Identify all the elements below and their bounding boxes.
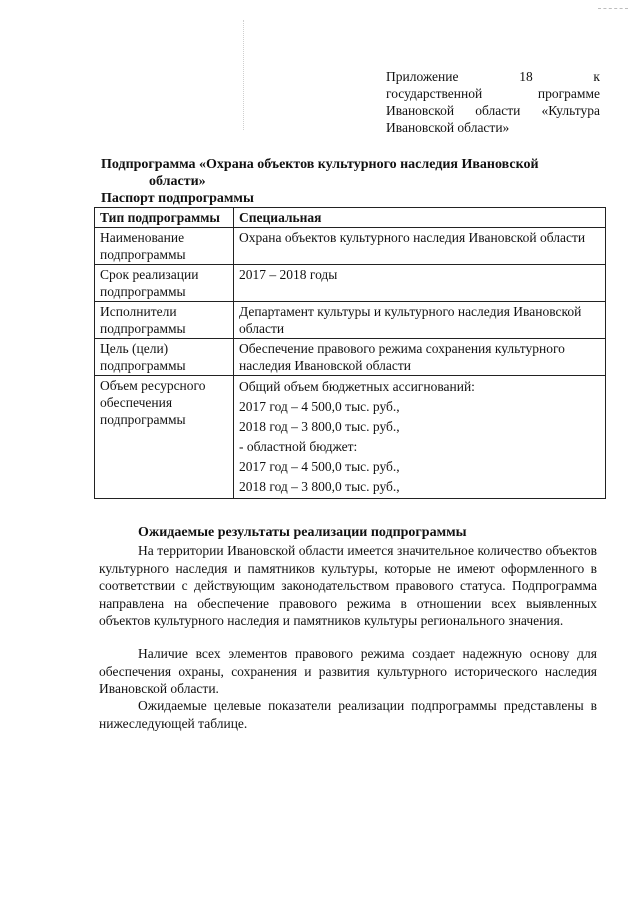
row-label: Цель (цели) подпрограммы (95, 339, 234, 376)
funding-line: 2017 год – 4 500,0 тыс. руб., (239, 399, 400, 414)
table-row (95, 208, 606, 228)
row-value (234, 376, 606, 499)
scan-artifact (598, 8, 628, 10)
paragraph: Наличие всех элементов правового режима создает надежную основу для обеспечения охраны, сохранения и развития культурного исторического наследия Ивановской области. (99, 646, 597, 696)
funding-line: - областной бюджет: (239, 439, 358, 454)
row-value: Департамент культуры и культурного наследия Ивановской области (234, 302, 606, 339)
table-row (95, 265, 606, 302)
row-label: Объем ресурсного обеспечения подпрограммы (95, 376, 234, 499)
appendix-line: Приложение 18 к (386, 69, 600, 84)
table-row (95, 228, 606, 265)
scan-artifact (243, 20, 247, 130)
paragraph: Ожидаемые целевые показатели реализации подпрограммы представлены в нижеследующей таблице. (99, 698, 597, 731)
row-value: Обеспечение правового режима сохранения культурного наследия Ивановской области (234, 339, 606, 376)
row-value: Специальная (234, 208, 606, 228)
row-value: 2017 – 2018 годы (234, 265, 606, 302)
table-row (95, 302, 606, 339)
table-row (95, 376, 606, 499)
funding-line: 2017 год – 4 500,0 тыс. руб., (239, 459, 400, 474)
funding-line: 2018 год – 3 800,0 тыс. руб., (239, 419, 400, 434)
title-line: Подпрограмма «Охрана объектов культурного наследия Ивановской (101, 157, 539, 172)
row-value: Охрана объектов культурного наследия Ивановской области (234, 228, 606, 265)
table-row (95, 339, 606, 376)
row-label: Наименование подпрограммы (95, 228, 234, 265)
row-label: Исполнители подпрограммы (95, 302, 234, 339)
appendix-line: Ивановской области «Культура (386, 103, 600, 118)
funding-line: 2018 год – 3 800,0 тыс. руб., (239, 479, 400, 494)
subprogram-title (101, 156, 601, 190)
appendix-note (386, 68, 600, 136)
passport-heading: Паспорт подпрограммы (101, 191, 254, 206)
paragraph: На территории Ивановской области имеется значительное количество объектов культурного наследия и памятников культуры, которые не имеют оформленного в соответствии с действующим законодательством правового статуса. Подпрограмма направлена на обеспечение правового режима в отношении всех выявленных объектов культурного наследия и памятников культуры регионального значения. (99, 543, 597, 628)
passport-table (94, 207, 606, 499)
funding-line: Общий объем бюджетных ассигнований: (239, 379, 475, 394)
row-label: Тип подпрограммы (95, 208, 234, 228)
appendix-line: Ивановской области» (386, 120, 510, 135)
title-line: области» (149, 174, 206, 189)
appendix-line: государственной программе (386, 86, 600, 101)
row-label: Срок реализации подпрограммы (95, 265, 234, 302)
results-heading: Ожидаемые результаты реализации подпрограммы (138, 525, 467, 540)
